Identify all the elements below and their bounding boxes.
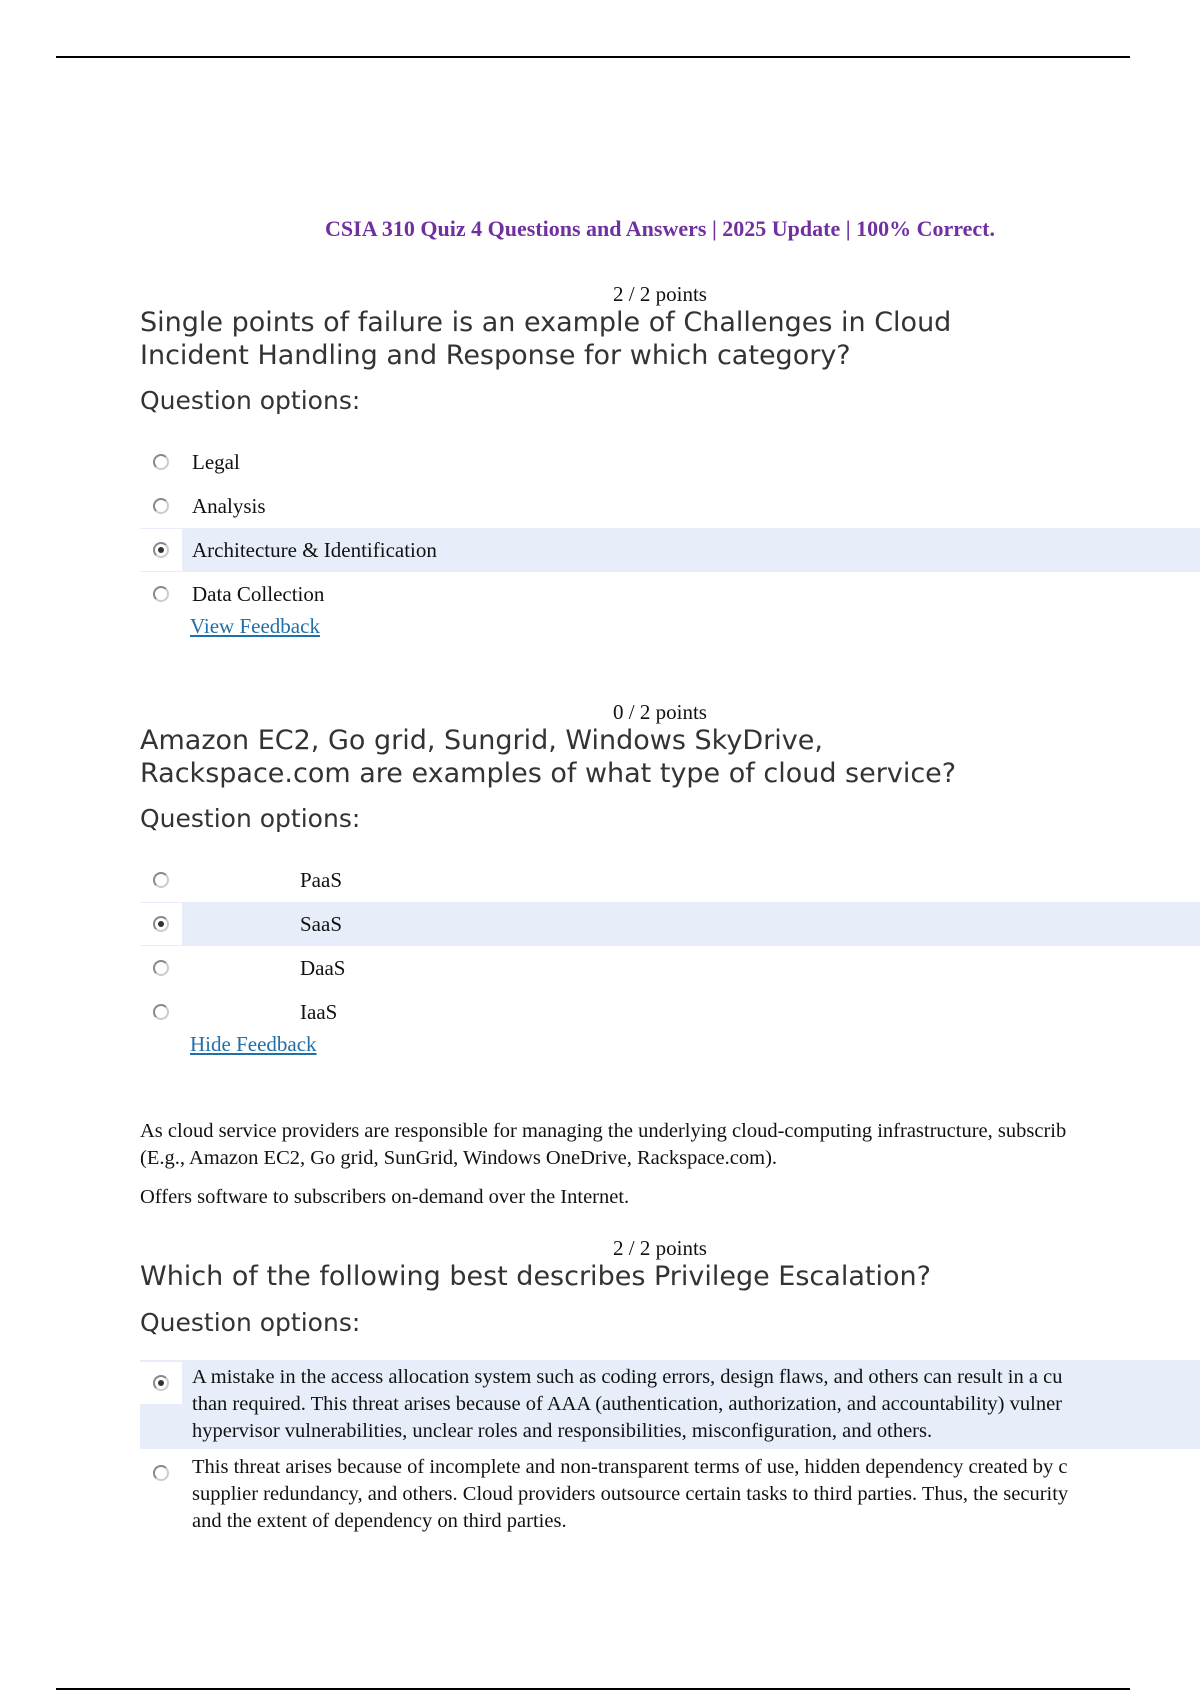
radio-icon	[153, 586, 169, 602]
option-label: Legal	[192, 449, 240, 474]
radio-button[interactable]	[140, 903, 182, 945]
radio-icon	[153, 454, 169, 470]
radio-button[interactable]	[140, 947, 182, 989]
feedback-line: Offers software to subscribers on-demand over the Internet.	[140, 1186, 630, 1208]
radio-icon	[153, 872, 169, 888]
bottom-rule	[56, 1688, 1130, 1690]
radio-icon	[153, 960, 169, 976]
question-text-line: Which of the following best describes Privilege Escalation?	[140, 1261, 931, 1292]
radio-button[interactable]	[140, 1452, 182, 1494]
hide-feedback-link[interactable]: Hide Feedback	[190, 1032, 317, 1056]
question-points: 2 / 2 points	[613, 282, 707, 306]
radio-button[interactable]	[140, 573, 182, 615]
question-text-line: Incident Handling and Response for which category?	[140, 340, 851, 371]
option-label: Data Collection	[192, 581, 325, 606]
option-analysis[interactable]	[140, 484, 1200, 528]
option-line: hypervisor vulnerabilities, unclear roles and responsibilities, misconfiguration, and others.	[192, 1420, 933, 1442]
option-label: PaaS	[300, 867, 342, 892]
radio-button[interactable]	[140, 991, 182, 1033]
option-third-party-dependency[interactable]	[140, 1450, 1200, 1539]
option-saas[interactable]	[140, 902, 1200, 946]
radio-selected-icon	[153, 542, 169, 558]
option-label	[192, 1450, 1200, 1539]
option-line: supplier redundancy, and others. Cloud providers outsource certain tasks to third parties. Thus, the security	[192, 1483, 1069, 1505]
view-feedback-link[interactable]: View Feedback	[190, 614, 320, 638]
radio-icon	[153, 1004, 169, 1020]
option-daas[interactable]	[140, 946, 1200, 990]
option-label: IaaS	[300, 999, 338, 1024]
question-text	[140, 1260, 1200, 1293]
radio-selected-icon	[153, 1375, 169, 1391]
feedback-line: As cloud service providers are responsible for managing the underlying cloud-computing infrastructure, subscrib	[140, 1120, 1067, 1142]
radio-button[interactable]	[140, 529, 182, 571]
option-line: This threat arises because of incomplete and non-transparent terms of use, hidden dependency created by c	[192, 1456, 1068, 1478]
question-text	[140, 724, 1200, 790]
feedback-text	[140, 1118, 1200, 1211]
question-text	[140, 306, 1200, 372]
radio-button[interactable]	[140, 859, 182, 901]
radio-icon	[153, 1465, 169, 1481]
question-points: 0 / 2 points	[613, 700, 707, 724]
option-label: Architecture & Identification	[192, 537, 437, 562]
option-line: than required. This threat arises because of AAA (authentication, authorization, and accountability) vulner	[192, 1393, 1063, 1415]
option-paas[interactable]	[140, 858, 1200, 902]
question-text-line: Rackspace.com are examples of what type of cloud service?	[140, 758, 957, 789]
top-rule	[56, 56, 1130, 58]
question-text-line: Single points of failure is an example of Challenges in Cloud	[140, 307, 952, 338]
option-iaas[interactable]	[140, 990, 1200, 1034]
option-label	[192, 1360, 1200, 1449]
radio-icon	[153, 498, 169, 514]
radio-button[interactable]	[140, 485, 182, 527]
option-line: A mistake in the access allocation system such as coding errors, design flaws, and others can result in a cu	[192, 1366, 1063, 1388]
question-options-label: Question options:	[140, 1308, 361, 1337]
option-legal[interactable]	[140, 440, 1200, 484]
feedback-line: (E.g., Amazon EC2, Go grid, SunGrid, Windows OneDrive, Rackspace.com).	[140, 1147, 778, 1169]
option-label: DaaS	[300, 955, 346, 980]
option-label: Analysis	[192, 493, 266, 518]
question-text-line: Amazon EC2, Go grid, Sungrid, Windows SkyDrive,	[140, 725, 823, 756]
option-label: SaaS	[300, 911, 342, 936]
radio-button[interactable]	[140, 441, 182, 483]
radio-button[interactable]	[140, 1362, 182, 1404]
document-title: CSIA 310 Quiz 4 Questions and Answers | 2025 Update | 100% Correct.	[325, 216, 995, 241]
option-data-collection[interactable]	[140, 572, 1200, 616]
option-line: and the extent of dependency on third parties.	[192, 1510, 567, 1532]
option-architecture-identification[interactable]	[140, 528, 1200, 572]
option-access-allocation-mistake[interactable]	[140, 1360, 1200, 1449]
question-options-label: Question options:	[140, 804, 361, 833]
question-points: 2 / 2 points	[613, 1236, 707, 1260]
question-options-label: Question options:	[140, 386, 361, 415]
radio-selected-icon	[153, 916, 169, 932]
